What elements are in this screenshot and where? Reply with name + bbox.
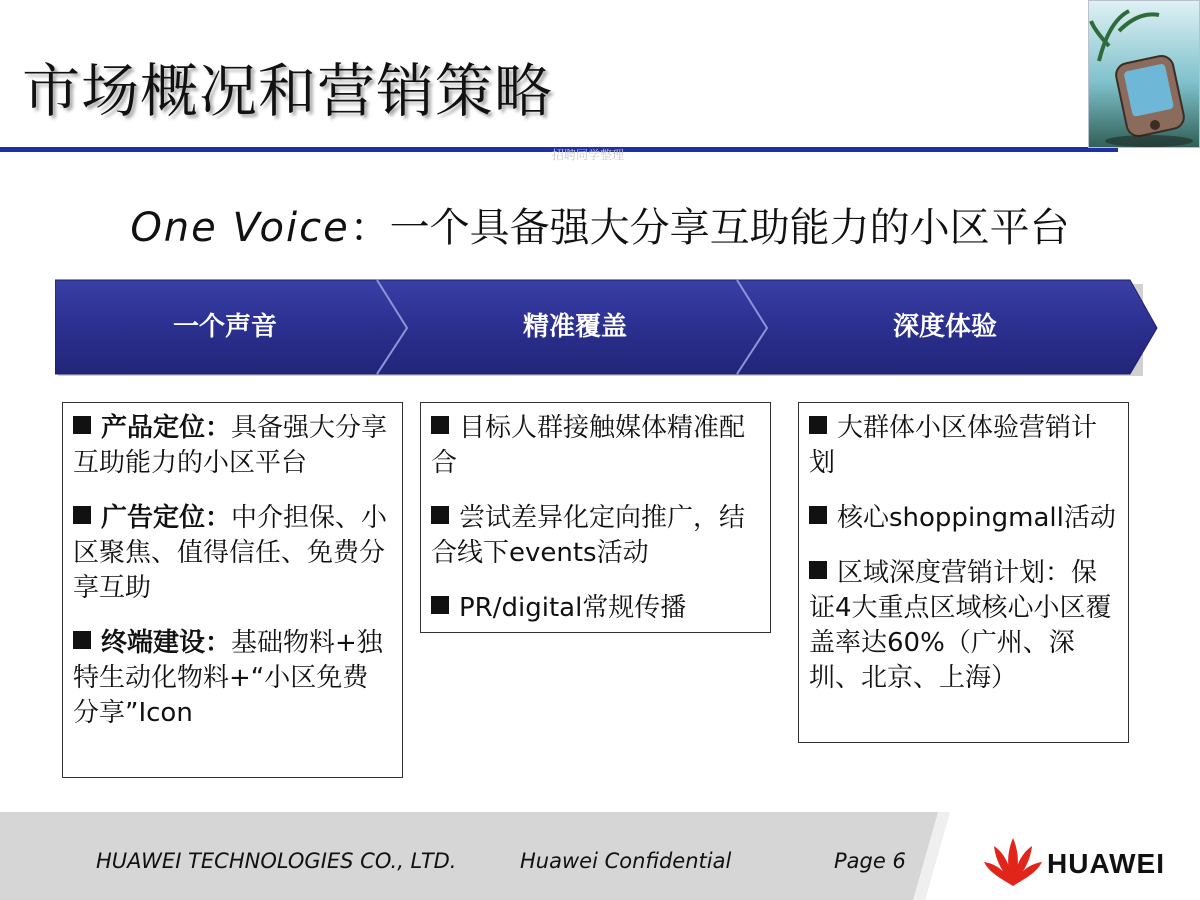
chevron-label-deep-experience: 深度体验 xyxy=(892,312,997,342)
item-text: 中介担保、小区聚焦、值得信任、免费分享互助 xyxy=(73,503,388,603)
black-square-icon xyxy=(73,631,91,649)
chevron-label-precise-coverage: 精准覆盖 xyxy=(522,312,627,342)
black-square-icon xyxy=(431,416,449,434)
huawei-petal-logo-icon xyxy=(982,836,1044,888)
item-heading: 终端建设： xyxy=(101,628,232,658)
item-text: 核心shoppingmall活动 xyxy=(837,503,1116,533)
strategy-box-deep-experience xyxy=(798,402,1129,743)
process-chevron-bar xyxy=(55,278,1160,380)
slide-footer xyxy=(0,812,1200,900)
strategy-box-one-voice xyxy=(62,402,403,778)
black-square-icon xyxy=(73,416,91,434)
item-heading: 广告定位： xyxy=(101,503,232,533)
list-item xyxy=(809,411,1118,481)
page-title: 市场概况和营销策略 xyxy=(22,57,554,125)
subtitle-chinese: ：一个具备强大分享互助能力的小区平台 xyxy=(349,205,1070,251)
list-item xyxy=(73,501,392,606)
item-heading: 产品定位： xyxy=(101,413,232,443)
list-item xyxy=(431,501,760,571)
slide-subtitle xyxy=(0,196,1200,253)
black-square-icon xyxy=(809,416,827,434)
item-text: 尝试差异化定向推广，结合线下events活动 xyxy=(431,503,746,568)
black-square-icon xyxy=(809,506,827,524)
black-square-icon xyxy=(73,506,91,524)
black-square-icon xyxy=(431,596,449,614)
watermark-text: 招聘同学整理 xyxy=(552,148,625,162)
footer-confidential: Huawei Confidential xyxy=(520,849,732,873)
item-text: 区域深度营销计划：保证4大重点区域核心小区覆盖率达60%（广州、深圳、北京、上海） xyxy=(809,558,1112,693)
black-square-icon xyxy=(809,561,827,579)
list-item xyxy=(431,411,760,481)
item-text: 基础物料+独特生动化物料+“小区免费分享”Icon xyxy=(73,628,383,728)
black-square-icon xyxy=(431,506,449,524)
list-item xyxy=(431,591,760,626)
list-item xyxy=(809,556,1118,696)
footer-company: HUAWEI TECHNOLOGIES CO., LTD. xyxy=(96,849,457,873)
footer-page-number: Page 6 xyxy=(834,849,906,873)
item-text: PR/digital常规传播 xyxy=(459,593,687,623)
subtitle-english: One Voice xyxy=(130,205,350,251)
item-text: 具备强大分享互助能力的小区平台 xyxy=(73,413,388,478)
item-text: 目标人群接触媒体精准配合 xyxy=(431,413,746,478)
list-item xyxy=(809,501,1118,536)
item-text: 大群体小区体验营销计划 xyxy=(809,413,1098,478)
phone-ad-image xyxy=(1088,0,1200,148)
huawei-logo-text: HUAWEI xyxy=(1047,848,1165,879)
list-item xyxy=(73,411,392,481)
strategy-box-precise-coverage xyxy=(420,402,771,633)
list-item xyxy=(73,626,392,731)
chevron-label-one-voice: 一个声音 xyxy=(172,312,277,342)
